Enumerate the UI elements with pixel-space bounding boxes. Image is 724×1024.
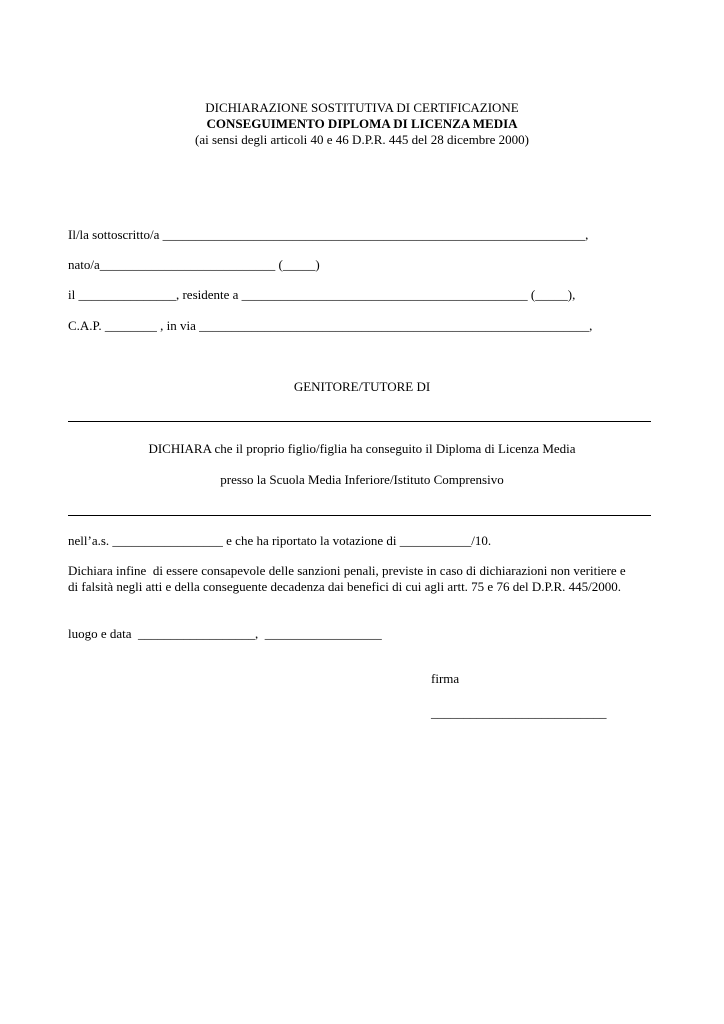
field-sottoscritto[interactable]: Il/la sottoscritto/a _________________________________________________________________,: [68, 227, 589, 242]
presso-statement: presso la Scuola Media Inferiore/Istituto Comprensivo: [220, 472, 504, 487]
field-votazione[interactable]: nell’a.s. _________________ e che ha riportato la votazione di ___________/10.: [68, 533, 492, 548]
genitore-label: GENITORE/TUTORE DI: [293, 379, 431, 394]
school-name-line[interactable]: [68, 515, 651, 516]
sanzioni-paragraph-line2: di falsità negli atti e della conseguente decadenza dai benefici di cui agli artt. 75 e 76 del D.P.R. 445/2000.: [68, 579, 622, 594]
field-nato[interactable]: nato/a___________________________ (_____): [68, 257, 320, 272]
field-cap-via[interactable]: C.A.P. ________ , in via ____________________________________________________________,: [68, 318, 593, 333]
field-il-residente[interactable]: il _______________, residente a ____________________________________________ (_____),: [68, 287, 576, 302]
genitore-name-line[interactable]: [68, 421, 651, 422]
dichiara-statement: DICHIARA che il proprio figlio/figlia ha conseguito il Diploma di Licenza Media: [148, 441, 576, 456]
header-title: DICHIARAZIONE SOSTITUTIVA DI CERTIFICAZIONE: [205, 100, 519, 115]
header-subtitle: CONSEGUIMENTO DIPLOMA DI LICENZA MEDIA: [206, 116, 518, 131]
firma-line[interactable]: ___________________________: [431, 705, 607, 720]
header-legal-reference: (ai sensi degli articoli 40 e 46 D.P.R. 445 del 28 dicembre 2000): [195, 132, 529, 147]
firma-label: firma: [431, 671, 460, 686]
field-luogo-data[interactable]: luogo e data __________________, __________________: [68, 626, 382, 641]
sanzioni-paragraph-line1: Dichiara infine di essere consapevole delle sanzioni penali, previste in caso di dichiarazioni non veritiere e: [68, 563, 626, 578]
